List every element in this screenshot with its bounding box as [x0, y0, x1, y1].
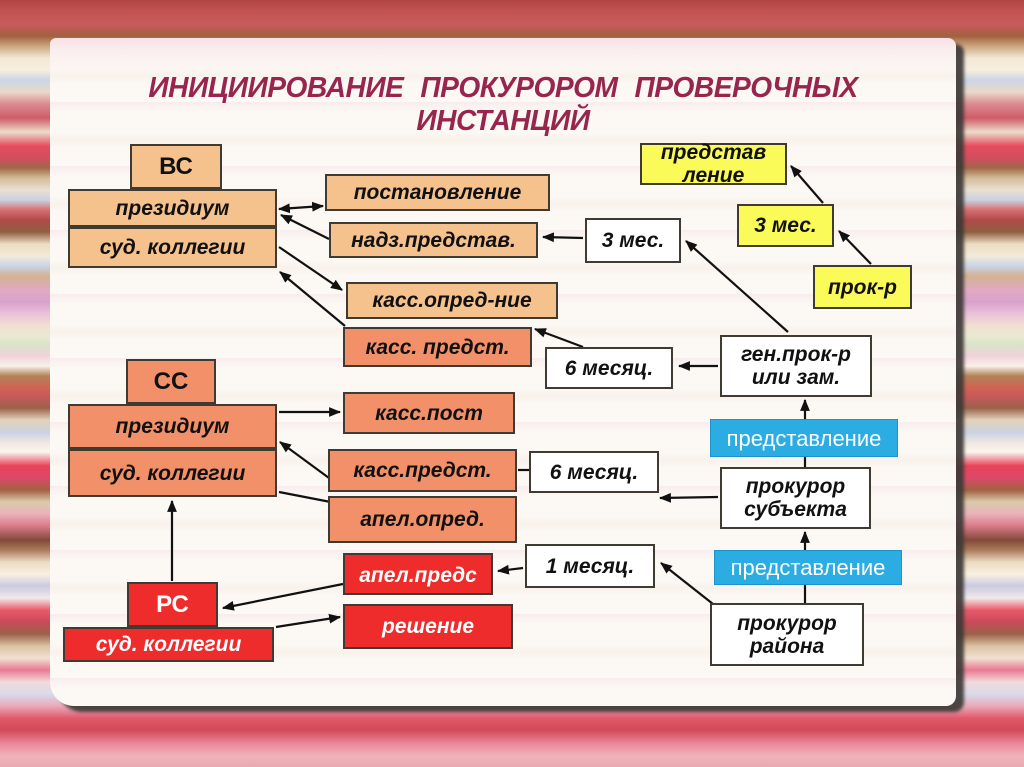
- box-gen-prok-r-label: или зам.: [751, 366, 841, 389]
- box-3-mes-white-label: 3 мес.: [601, 229, 665, 252]
- box-sud-kollegii-rs: [63, 627, 274, 662]
- box-reshenie: [343, 604, 513, 649]
- box-predstavlenie-lower: [714, 550, 902, 585]
- box-kass-predst-2: [328, 449, 517, 492]
- box-postanovlenie-label: постановление: [353, 181, 522, 204]
- box-6-mes-lower-label: 6 месяц.: [549, 460, 639, 484]
- diagram-nodes-layer: [50, 38, 956, 706]
- box-rs-label: РС: [156, 591, 189, 618]
- box-prokuror-subekta: [720, 467, 871, 529]
- box-kass-post-label: касс.пост: [375, 401, 483, 425]
- box-nadz-predstav-label: надз.представ.: [351, 228, 516, 252]
- box-sud-kollegii-vs-label: суд. коллегии: [99, 236, 246, 259]
- box-predstav-lenie: [640, 143, 787, 185]
- slide-title-line1: ИНИЦИИРОВАНИЕ ПРОКУРОРОМ ПРОВЕРОЧНЫХ: [148, 72, 858, 104]
- box-ss: [126, 359, 216, 404]
- box-kass-predst-1-label: касс. предст.: [365, 335, 510, 359]
- box-reshenie-label: решение: [381, 615, 475, 638]
- box-predstavlenie-lower-label: представление: [730, 555, 886, 580]
- box-prokuror-subekta-label: прокурор: [745, 475, 846, 498]
- box-apel-opred: [328, 496, 517, 543]
- box-sud-kollegii-ss: [68, 449, 277, 497]
- box-vs-label: ВС: [159, 153, 193, 180]
- box-apel-preds-label: апел.предс: [359, 564, 477, 587]
- box-prok-r: [813, 265, 912, 309]
- box-kass-predst-1: [343, 327, 532, 367]
- box-prezidium-ss-label: президиум: [115, 415, 230, 438]
- box-3-mes-yellow: [737, 204, 834, 247]
- box-vs: [130, 144, 222, 189]
- box-apel-opred-label: апел.опред.: [360, 508, 485, 531]
- box-1-mes: [525, 544, 655, 588]
- box-predstav-lenie-label: ление: [682, 164, 745, 187]
- box-1-mes-label: 1 месяц.: [545, 554, 635, 578]
- box-prokuror-rajona-label: прокурор: [737, 611, 837, 635]
- slide-title-line2: ИНСТАНЦИЙ: [416, 105, 590, 137]
- box-3-mes-white: [585, 218, 681, 263]
- box-ss-label: СС: [153, 368, 189, 395]
- box-sud-kollegii-vs: [68, 227, 277, 268]
- box-kass-opred-nie-label: касс.опред-ние: [372, 289, 532, 312]
- box-3-mes-yellow-label: 3 мес.: [754, 214, 817, 237]
- box-sud-kollegii-ss-label: суд. коллегии: [99, 461, 246, 485]
- box-6-mes-upper-label: 6 месяц.: [564, 356, 654, 380]
- box-kass-post: [343, 392, 515, 434]
- box-gen-prok-r-label: ген.прок-р: [741, 343, 851, 366]
- box-prok-r-label: прок-р: [828, 275, 897, 299]
- box-prezidium-vs: [68, 189, 277, 227]
- box-prokuror-rajona: [710, 603, 864, 666]
- box-gen-prok-r: [720, 335, 872, 397]
- box-6-mes-lower: [529, 451, 659, 493]
- box-prokuror-subekta-label: субъекта: [744, 498, 847, 521]
- box-6-mes-upper: [545, 347, 673, 389]
- box-predstav-lenie-label: представ: [660, 141, 767, 164]
- box-predstavlenie-upper: [710, 419, 898, 457]
- box-nadz-predstav: [329, 222, 538, 258]
- box-kass-predst-2-label: касс.предст.: [353, 459, 492, 482]
- box-prokuror-rajona-label: района: [749, 634, 825, 658]
- box-prezidium-ss: [68, 404, 277, 449]
- box-prezidium-vs-label: президиум: [115, 196, 230, 220]
- box-postanovlenie: [325, 174, 550, 211]
- box-apel-preds: [343, 553, 493, 595]
- box-sud-kollegii-rs-label: суд. коллегии: [95, 633, 242, 656]
- box-rs: [127, 582, 218, 627]
- box-kass-opred-nie: [346, 282, 558, 319]
- box-predstavlenie-upper-label: представление: [726, 425, 882, 451]
- slide-panel: [50, 38, 956, 706]
